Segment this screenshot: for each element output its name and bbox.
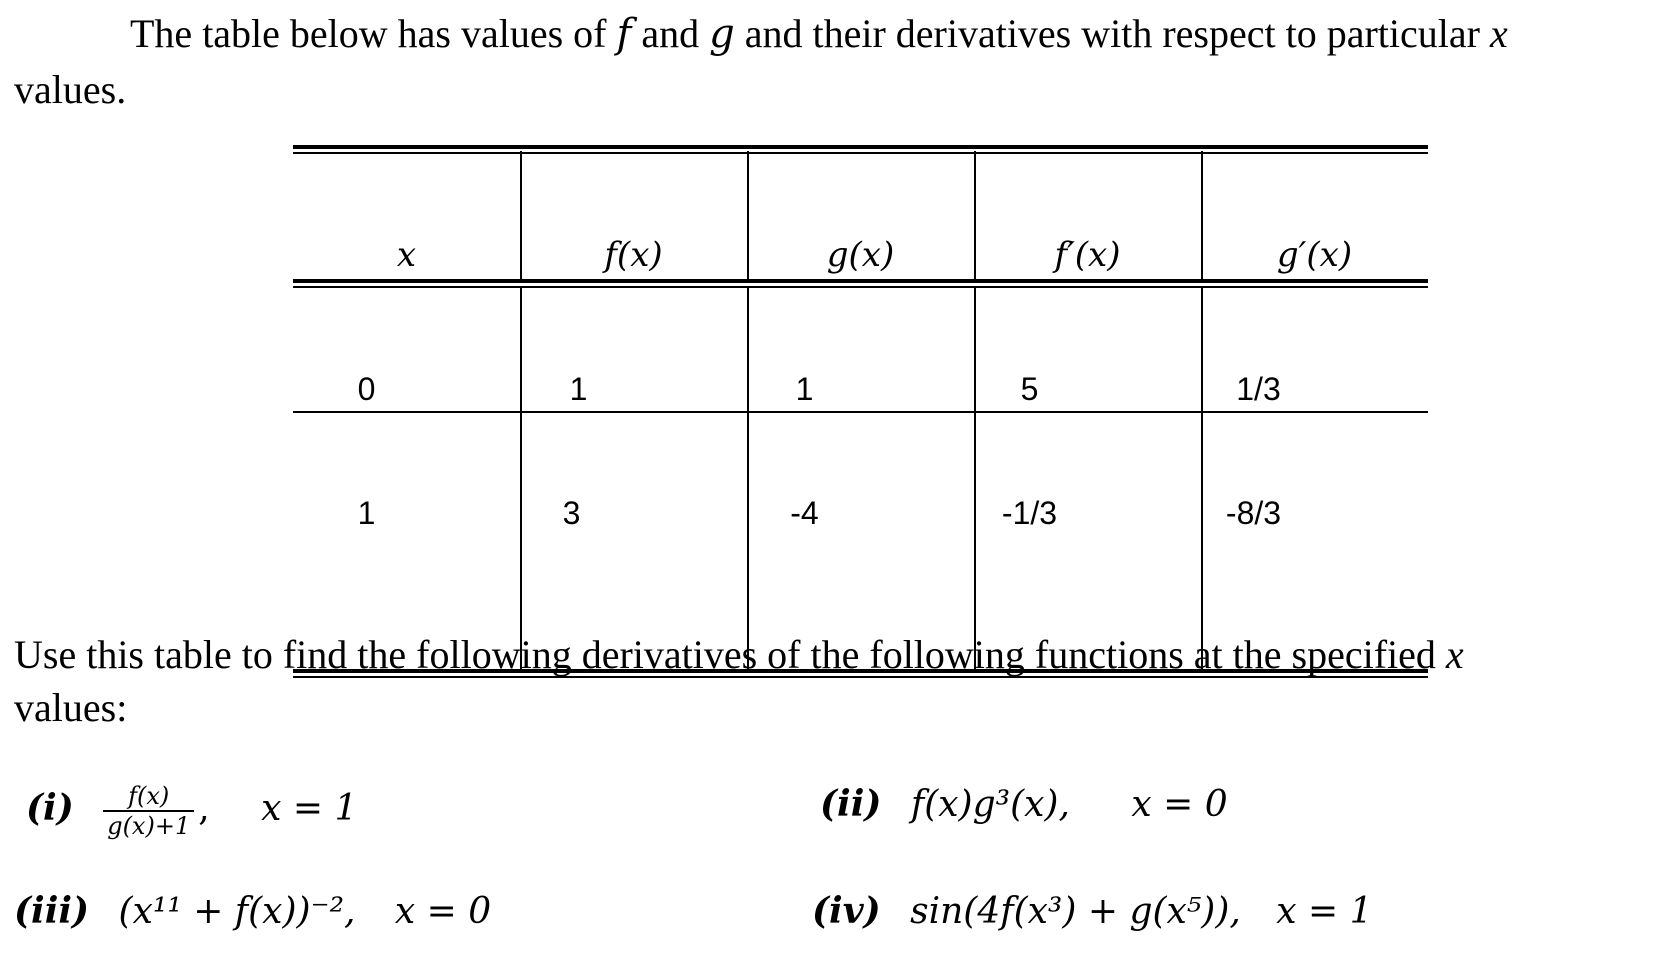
problem-expression: (x¹¹ + f(x))⁻², [118,891,356,932]
table-col-divider [1201,288,1203,671]
problem-label: (iii) [14,890,90,932]
problem-label: (iv) [812,890,881,932]
table-cell: 5 [1020,371,1039,407]
fraction-denominator: g(x)+1 [107,812,191,840]
problem-condition: x = 0 [1131,784,1228,825]
header-x: x [396,235,417,275]
problem-expression: f(x)g³(x), [910,784,1070,825]
x-symbol: x [1489,11,1508,56]
table-cell: 0 [357,371,376,407]
problem-ii [820,782,1228,827]
table-col-divider [520,288,522,671]
values-table [293,145,1428,685]
table-cell: -8/3 [1225,495,1282,531]
g-symbol: g [709,11,735,57]
intro-paragraph-line1 [130,6,1508,62]
problem-i [26,782,357,840]
fraction-numerator: f(x) [103,782,194,812]
header-g-prime: g′(x) [1276,235,1353,275]
problem-label: (i) [26,787,74,829]
table-cell: 1 [795,371,814,407]
table-col-divider [747,288,749,671]
table-top-rule [293,145,1428,154]
table-col-divider [974,288,976,671]
intro-text-b: and their derivatives with respect to particular [734,11,1490,56]
table-cell: 1 [357,495,376,531]
header-g: g(x) [826,235,895,275]
instructions-line2: values: [14,685,128,730]
instructions-line1 [14,627,1464,682]
table-cell: -1/3 [1001,495,1058,531]
header-f: f(x) [604,235,663,275]
problem-condition: x = 1 [261,788,358,829]
problem-expression: sin(4f(x³) + g(x⁵)), [910,891,1241,932]
header-f-prime: f′(x) [1054,235,1121,275]
f-symbol: f [616,11,632,57]
table-cell: 3 [562,495,581,531]
problem-label: (ii) [820,783,882,825]
problem-iv [812,889,1373,934]
table-header-rule [293,279,1428,288]
table-cell: -4 [790,495,819,531]
fraction [103,782,194,840]
intro-paragraph-line2: values. [14,67,127,112]
problem-iii [14,889,491,934]
problem-condition: x = 0 [394,891,492,932]
instructions-text: Use this table to find the following derivatives of the following functions at the specified [14,632,1446,677]
problem-condition: x = 1 [1276,891,1373,932]
table-cell: 1 [569,371,588,407]
intro-text-a: The table below has values of [130,11,617,56]
comma: , [198,788,210,829]
table-row-divider [293,411,1428,413]
intro-text-and: and [631,11,710,56]
table-cell: 1/3 [1236,371,1281,407]
x-symbol: x [1445,632,1464,677]
